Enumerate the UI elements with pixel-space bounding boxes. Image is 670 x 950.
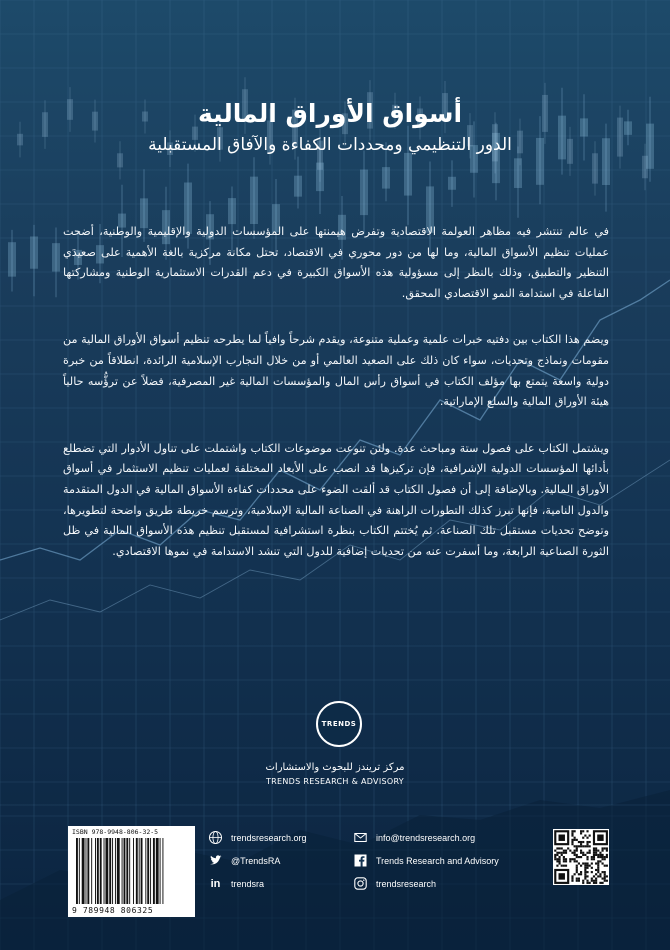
isbn-barcode [68,826,195,917]
trends-logo [316,701,362,747]
website-text: trendsresearch.org [231,832,307,843]
blurb-paragraph-2: ويضم هذا الكتاب بين دفتيه خبرات علمية وعملية متنوعة، ويقدم شرحاً وافياً لما يطرحه تنظيم أسواق الأوراق المالية من مقومات ونماذج وتحديات، سواء كان ذلك على الصعيد العالمي أو من خلال التجارب الإسلامية الرائدة، انطلاقاً من خبرة دولية واسعة يتمتع بها مؤلف الكتاب في أسواق رأس المال والمؤسسات المالية غير المصرفية، فضلاً عن ترؤُّسه حالياً هيئة الأوراق المالية والسلع الإماراتية. [63,333,609,409]
contact-website[interactable] [209,831,307,844]
publisher-name-english: TRENDS RESEARCH & ADVISORY [265,777,404,786]
twitter-text: @TrendsRA [231,855,281,866]
blurb-paragraph-1: في عالم تنتشر فيه مظاهر العولمة الاقتصادية وتفرض هيمنتها على المؤسسات الدولية والإقليمية والوطنية، أضحت عمليات تنظيم الأسواق المالية، وما لها من دور محوري في الاقتصاد، تحتل مكانة مركزية بالغة الأهمية على صعيدَي التنظير والتطبيق، وذلك بالنظر إلى مسؤولية هذه الأسواق الكبيرة في دعم القدرات الاستثمارية الوطنية ومشاركتها الفاعلة في استدامة النمو الاقتصادي المحقق. [63,225,609,300]
email-text: info@trendsresearch.org [376,832,476,843]
contact-instagram[interactable] [354,877,436,890]
isbn-digits: 9 789948 806325 [72,906,154,915]
mail-icon [354,831,367,844]
contact-twitter[interactable] [209,854,280,867]
instagram-text: trendsresearch [376,878,437,889]
instagram-icon [354,877,367,890]
book-title: أسواق الأوراق المالية [197,99,463,128]
contact-email[interactable] [354,831,475,844]
facebook-icon [354,854,367,867]
contact-facebook[interactable] [354,854,499,867]
blurb-text [63,222,609,588]
isbn-label: ISBN 978-9948-806-32-5 [72,828,159,836]
barcode-bars [74,838,189,904]
globe-icon [209,831,222,844]
facebook-text: Trends Research and Advisory [376,855,499,866]
title-block [40,98,620,158]
twitter-icon [209,854,222,867]
book-subtitle: الدور التنظيمي ومحددات الكفاءة والآفاق المستقبلية [148,135,512,155]
contact-linkedin[interactable] [209,877,264,890]
linkedin-text: trendsra [231,878,265,889]
qr-code [553,829,609,885]
publisher-name-arabic: مركز تريندز للبحوث والاستشارات [265,762,405,773]
linkedin-icon: in [210,877,221,890]
logo-text: TRENDS [321,720,357,728]
blurb-paragraph-3: ويشتمل الكتاب على فصول ستة ومباحث عدة. ولئن تنوعت موضوعات الكتاب واشتملت على تناول الأدوار التي تضطلع بأدائها المؤسسات الدولية الإشرافية، فإن تركيزها قد انصب على الأبعاد المختلفة لعمليات تنظيم الاستثمار في أسواق الأوراق المالية. وبالإضافة إلى أن فصول الكتاب قد ألقت الضوء على محددات كفاءة الأسواق المالية في الدول المتقدمة والدول النامية، فإنها تبرز كذلك التطورات الراهنة في الصناعة المالية الإسلامية، وترسم خريطة طريق واضحة لتطويرها، وتوضح تحديات مستقبل تلك الصناعة. ثم يُختتم الكتاب بنظرة استشرافية لمستقبل تنظيم هذه الأسواق المالية في ظل الثورة الصناعية الرابعة، وما أسفرت عنه من تحديات إضافية للدول التي تنشد الاستدامة في نموها الاقتصادي. [63,441,609,558]
